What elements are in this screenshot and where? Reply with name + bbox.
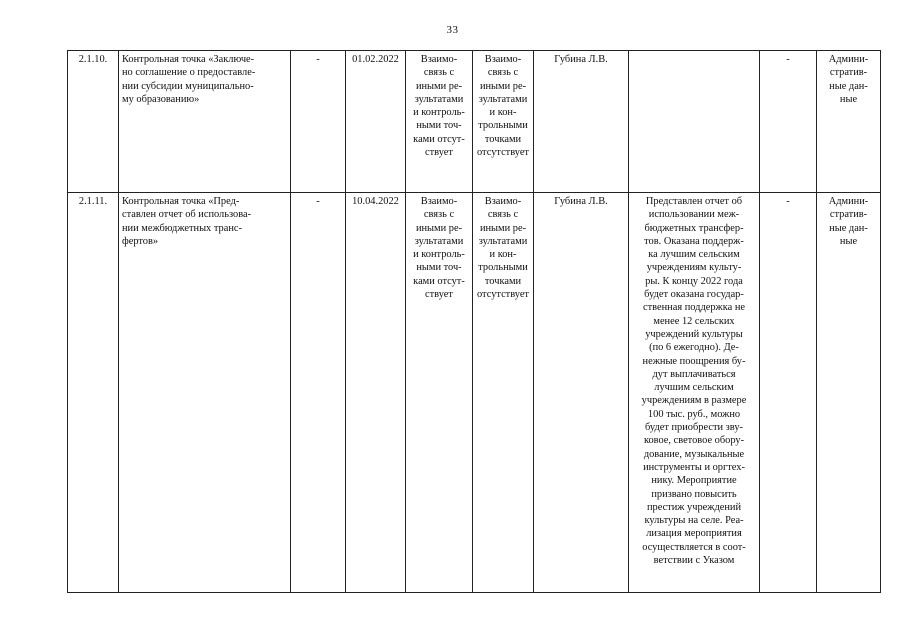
indicator-cell: [760, 193, 817, 593]
event-name: Контрольная точка «Заключе- но соглашение о предоставле- нии субсидии муниципально- му образованию»: [122, 54, 256, 105]
event-name-cell: [119, 51, 291, 193]
predecessor-link-cell: [406, 193, 473, 593]
row-number-cell: [68, 193, 119, 593]
predecessor-link-cell: [406, 51, 473, 193]
event-name: Контрольная точка «Пред- ставлен отчет об использова- нии межбюджетных транс- фертов»: [122, 196, 252, 247]
row-number: 2.1.10.: [78, 54, 108, 65]
indicator-value: -: [786, 196, 790, 207]
end-date: 01.02.2022: [352, 54, 399, 65]
data-source: Админи- стратив- ные дан- ные: [828, 54, 869, 105]
successor-link-cell: [473, 193, 534, 593]
end-date: 10.04.2022: [352, 196, 399, 207]
start-date: -: [316, 196, 320, 207]
data-source: Админи- стратив- ные дан- ные: [828, 196, 869, 247]
responsible-cell: [534, 51, 629, 193]
event-name-cell: [119, 193, 291, 593]
row-number-cell: [68, 51, 119, 193]
table-row: [68, 193, 881, 593]
successor-link: Взаимо- связь с иными ре- зультатами и кон- трольными точками отсутствует: [477, 196, 529, 301]
end-date-cell: [346, 51, 406, 193]
indicator-value: -: [786, 54, 790, 65]
predecessor-link: Взаимо- связь с иными ре- зультатами и контроль- ными точ- ками отсут- ствует: [413, 196, 465, 301]
data-source-cell: [817, 193, 881, 593]
result-description: Представлен отчет об использовании меж- бюджетных трансфер- тов. Оказана поддерж- ка лучшим сельским учреждениям культу- ры. К концу 2022 года будет оказана государ- ственная поддержка не менее 12 сельских учреждений культуры (по 6 ежегодно). Де- нежные поощрения бу- дут выплачиваться лучшим сельским учреждениям в размере 100 тыс. руб., можно будет приобрести зву- ковое, световое обору- дование, музыкальные инструменты и оргтех- нику. Мероприятие призвано повысить престиж учреждений культуры на селе. Реа- лизация мероприятия осуществляется в соот- ветствии с Указом: [641, 196, 747, 567]
end-date-cell: [346, 193, 406, 593]
page-number: 33: [446, 24, 459, 36]
start-date-cell: [291, 51, 346, 193]
start-date-cell: [291, 193, 346, 593]
indicator-cell: [760, 51, 817, 193]
start-date: -: [316, 54, 320, 65]
plan-table: [67, 50, 881, 593]
row-number: 2.1.11.: [78, 196, 108, 207]
responsible-person: Губина Л.В.: [554, 196, 608, 207]
successor-link-cell: [473, 51, 534, 193]
data-source-cell: [817, 51, 881, 193]
successor-link: Взаимо- связь с иными ре- зультатами и кон- трольными точками отсутствует: [477, 54, 529, 159]
predecessor-link: Взаимо- связь с иными ре- зультатами и контроль- ными точ- ками отсут- ствует: [413, 54, 465, 159]
result-description-cell: [629, 193, 760, 593]
responsible-cell: [534, 193, 629, 593]
table-row: [68, 51, 881, 193]
responsible-person: Губина Л.В.: [554, 54, 608, 65]
result-description-cell: [629, 51, 760, 193]
